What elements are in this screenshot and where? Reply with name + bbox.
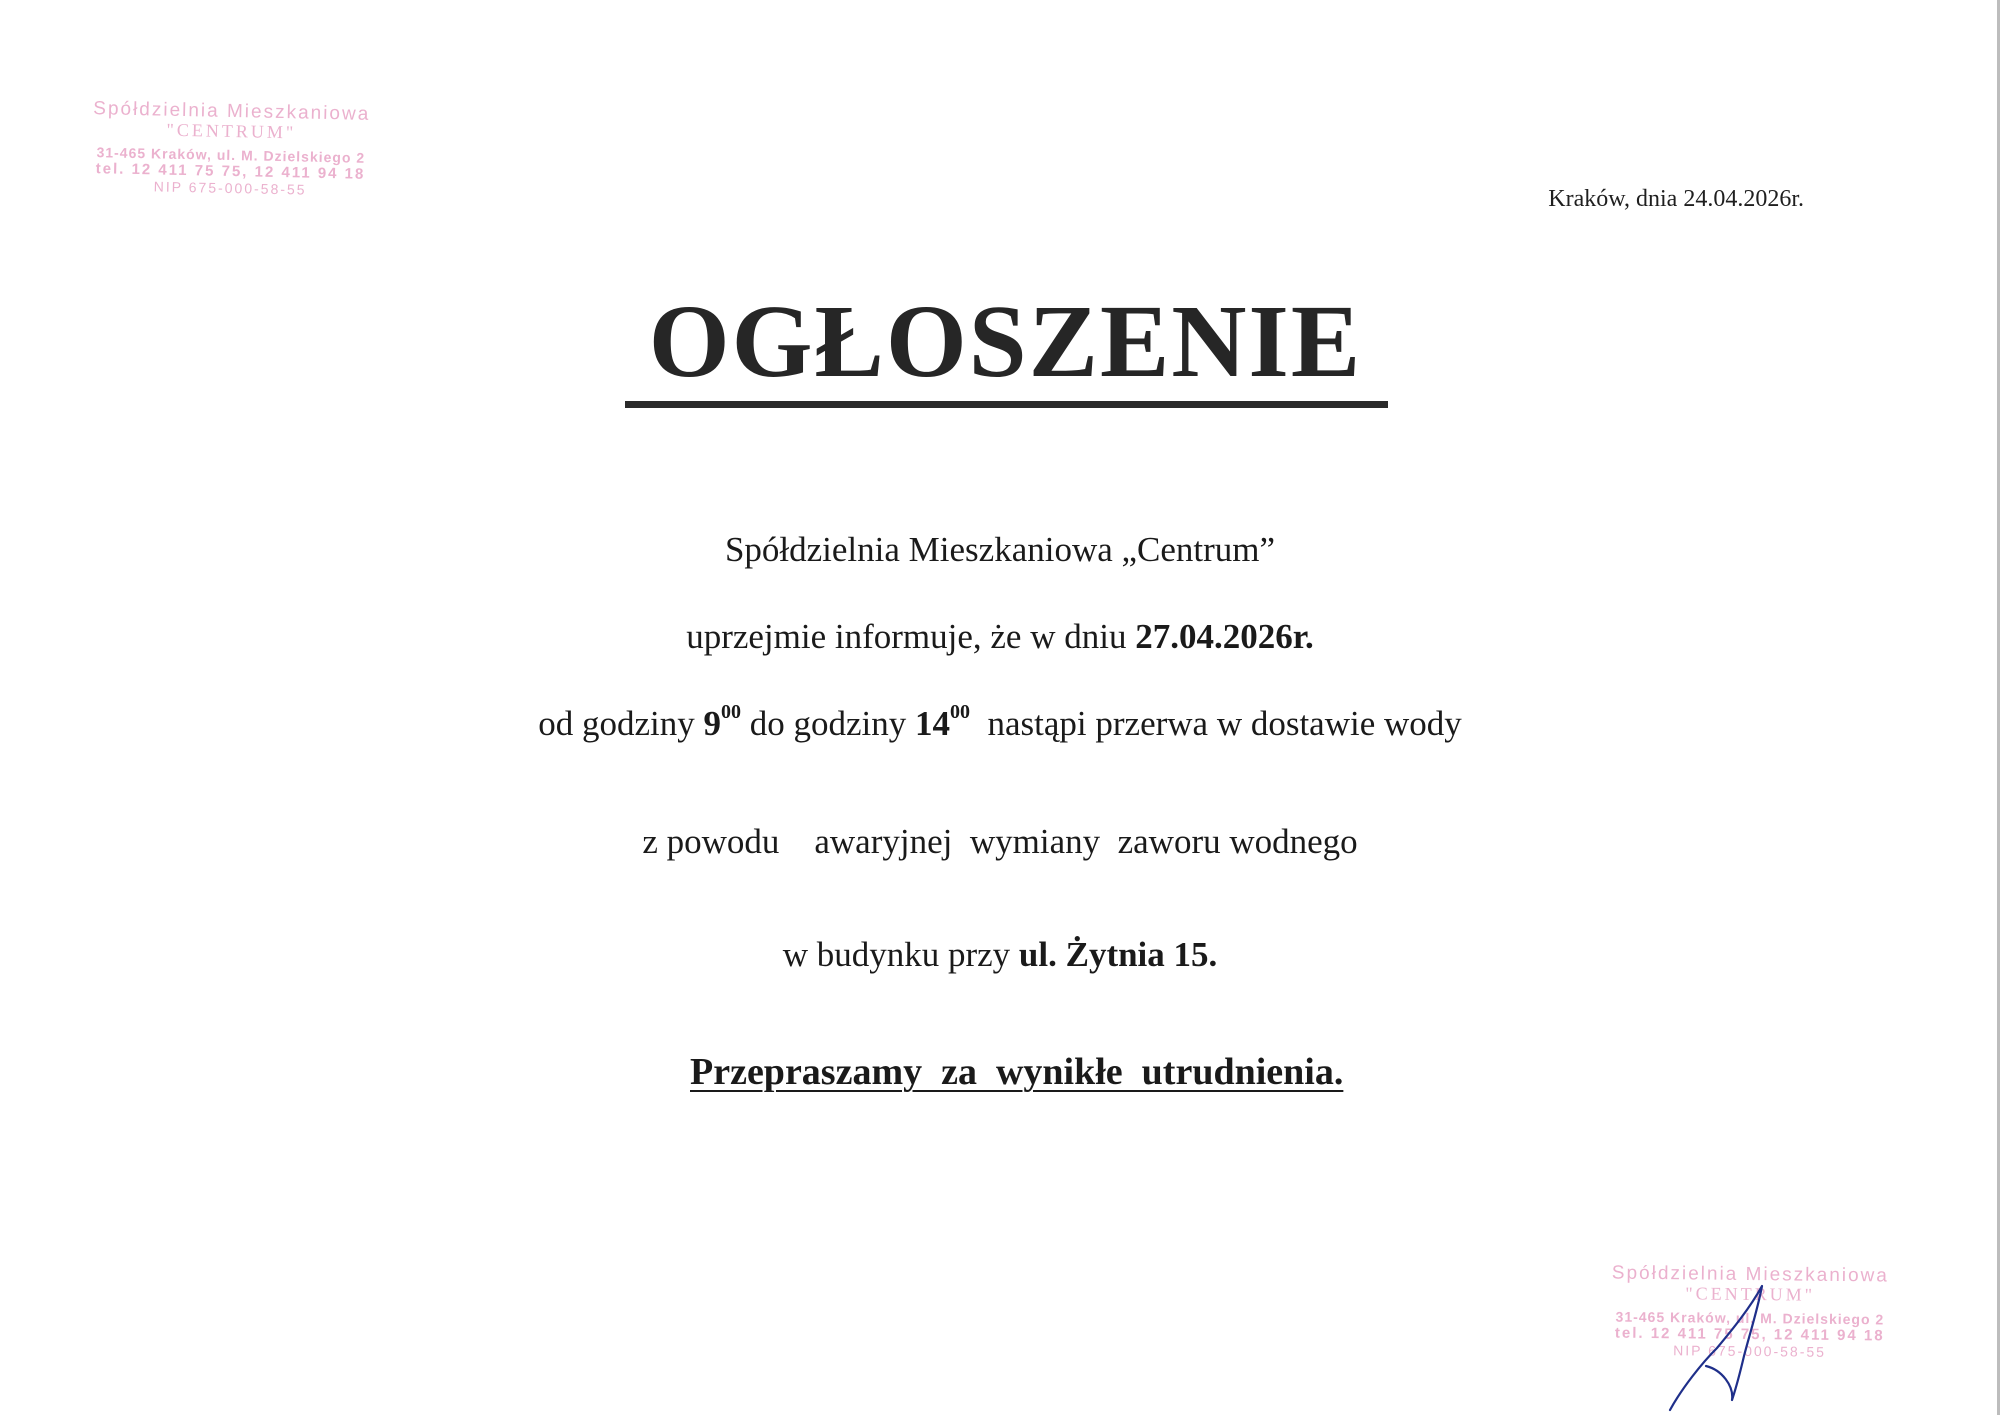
start-minutes: 00 <box>720 701 741 723</box>
outage-date: 27.04.2026r. <box>1135 617 1314 656</box>
stamp-phone: tel. 12 411 75 75, 12 411 94 18 <box>1614 1324 1885 1345</box>
body-line-organization: Spółdzielnia Mieszkaniowa „Centrum” <box>724 530 1276 569</box>
body-text: do godziny <box>740 704 915 743</box>
stamp-address: 31-465 Kraków, ul. M. Dzielskiego 2 <box>96 144 366 166</box>
stamp-brand: "CENTRUM" <box>1685 1283 1816 1305</box>
page-title: OGŁOSZENIE <box>648 284 1363 399</box>
body-line-date <box>0 617 2000 657</box>
end-minutes: 00 <box>949 701 970 723</box>
title-underline <box>625 401 1388 408</box>
stamp-nip: NIP 675-000-58-55 <box>153 178 307 198</box>
end-hour: 14 <box>914 704 950 743</box>
body-text: uprzejmie informuje, że w dniu <box>686 617 1136 656</box>
body-line-hours <box>0 701 2000 744</box>
company-stamp-top <box>65 99 397 199</box>
stamp-name: Spółdzielnia Mieszkaniowa <box>93 98 371 125</box>
stamp-nip: NIP 675-000-58-55 <box>1673 1342 1827 1360</box>
body-line-reason: z powodu awaryjnej wymiany zaworu wodnego <box>642 822 1358 861</box>
body-text: nastąpi przerwa w dostawie wody <box>969 704 1462 743</box>
body-text: w budynku przy <box>782 935 1019 974</box>
stamp-address: 31-465 Kraków, ul. M. Dzielskiego 2 <box>1615 1308 1885 1328</box>
body-line-location <box>0 935 2000 975</box>
closing-apology: Przepraszamy za wynikłe utrudnienia. <box>690 1051 1344 1093</box>
body-text: od godziny <box>538 704 704 743</box>
address: ul. Żytnia 15. <box>1018 935 1218 974</box>
stamp-phone: tel. 12 411 75 75, 12 411 94 18 <box>95 160 366 183</box>
stamp-brand: "CENTRUM" <box>166 119 297 143</box>
handwritten-signature <box>1662 1278 1782 1415</box>
date-line: Kraków, dnia 24.04.2026r. <box>1548 186 1804 212</box>
stamp-name: Spółdzielnia Mieszkaniowa <box>1611 1262 1890 1287</box>
start-hour: 9 <box>703 704 721 743</box>
